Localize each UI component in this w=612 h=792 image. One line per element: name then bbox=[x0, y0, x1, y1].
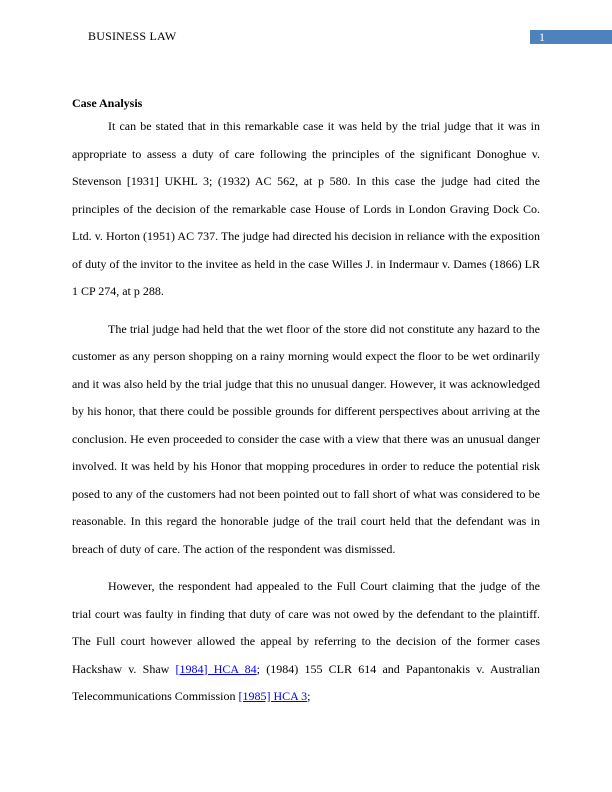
paragraph-3-text-3: ; bbox=[307, 689, 311, 703]
paragraph-3-text-2: ; (1984) 155 CLR 614 and Papantonakis v. Australian Telecommunications Commission bbox=[72, 661, 540, 703]
document-body bbox=[72, 95, 540, 721]
paragraph-3 bbox=[72, 573, 540, 711]
running-head: BUSINESS LAW bbox=[88, 29, 177, 43]
case-citation-link-1[interactable]: [1984] HCA 84 bbox=[175, 661, 257, 676]
paragraph-3-text-1: However, the respondent had appealed to the Full Court claiming that the judge of the trial court was faulty in finding that duty of care was not owed by the defendant to the plaintiff. The Full court however allowed the appeal by referring to the decision of the former cases Hackshaw v. Shaw bbox=[72, 579, 540, 676]
paragraph-1: It can be stated that in this remarkable case it was held by the trial judge that it was in appropriate to assess a duty of care following the principles of the significant Donoghue v. Stevenson [1931] UKHL 3; (1932) AC 562, at p 580. In this case the judge had cited the principles of the decision of the remarkable case House of Lords in London Graving Dock Co. Ltd. v. Horton (1951) AC 737. The judge had directed his decision in reliance with the exposition of duty of the invitor to the invitee as held in the case Willes J. in Indermaur v. Dames (1866) LR 1 CP 274, at p 288. bbox=[72, 119, 540, 298]
section-heading: Case Analysis bbox=[72, 96, 143, 110]
case-citation-link-2[interactable]: [1985] HCA 3 bbox=[238, 689, 308, 703]
page-number: 1 bbox=[539, 30, 545, 44]
page-number-box bbox=[530, 30, 612, 44]
page-header bbox=[0, 0, 612, 50]
paragraph-2: The trial judge had held that the wet floor of the store did not constitute any hazard to the customer as any person shopping on a rainy morning would expect the floor to be wet ordinarily and it was also held by the trial judge that this no unusual danger. However, it was acknowledged by his honor, that there could be possible grounds for different perspectives about arriving at the conclusion. He even proceeded to consider the case with a view that there was an unusual danger involved. It was held by his Honor that mopping procedures in order to reduce the potential risk posed to any of the customers had not been pointed out to fall short of what was considered to be reasonable. In this regard the honorable judge of the trail court held that the defendant was in breach of duty of care. The action of the respondent was dismissed. bbox=[72, 321, 540, 556]
